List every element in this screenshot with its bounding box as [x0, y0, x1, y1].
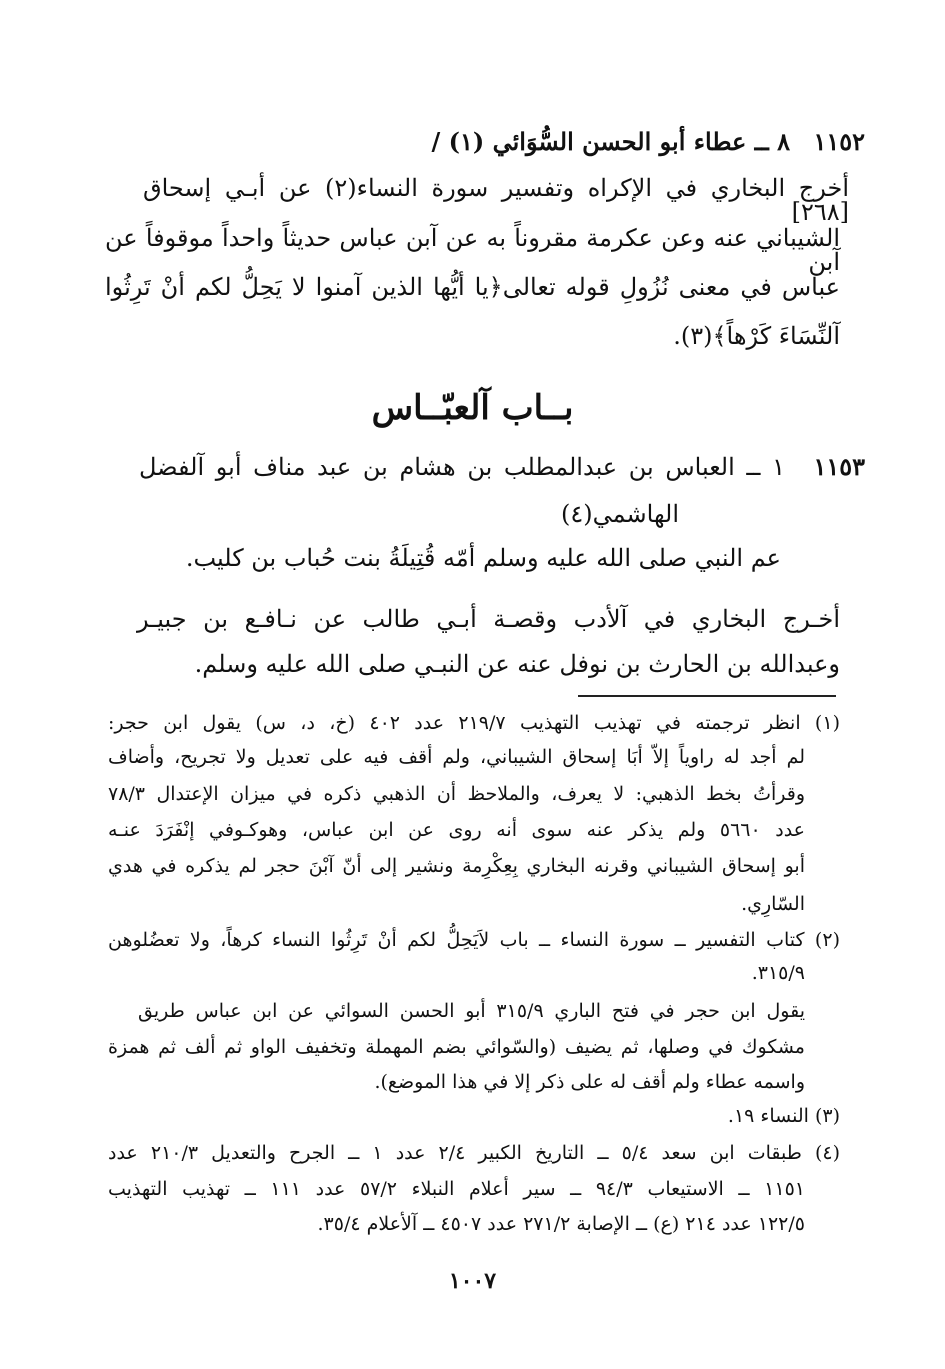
entry-1152-line-2: الشيباني عنه وعن عكرمة مقروناً به عن آبن عباس حديثاً واحداً موقوفاً عن آبن [105, 224, 840, 276]
entry-1153-description: عم النبي صلى الله عليه وسلم أمّه قُتِيلَةُ بنت حُباب بن كليب. [185, 544, 781, 572]
page-number: ١٠٠٧ [448, 1268, 497, 1294]
entry-1153-line-2: وعبدالله بن الحارث بن نوفل عنه عن النبـي صلى الله عليه وسلم. [194, 650, 840, 678]
entry-1153-number: ١١٥٣ [813, 452, 865, 481]
footnote-separator [578, 695, 836, 697]
footnote-1-line-4: عدد ٥٦٦٠ ولم يذكر عنه سوى أنه روى عن ابن عباس، وهوكـوفي إنْفَرَدَ عنـه [108, 819, 806, 841]
entry-1152-line-1: أخرج البخاري في الإكراه وتفسير سورة النساء(٢) عن أبـي إسحاق [٢٦٨] [143, 174, 849, 226]
chapter-heading: بــاب آلعبّــاس [371, 388, 574, 428]
footnote-3: (٣) النساء ١٩. [727, 1105, 840, 1127]
entry-1152-line-4: آلنِّسَاءَ كَرْهاً﴾(٣). [673, 322, 840, 350]
footnote-2-line-1: (٢) كتاب التفسير ــ سورة النساء ــ باب لاَيَحِلُّ لكم أنْ تَرِثُوا النساء كرهاً، ولا تعضُلوهن [108, 929, 840, 951]
footnote-2-cont-line-1: يقول ابن حجر في فتح الباري ٣١٥/٩ أبو الحسن السوائي عن ابن عباس طريق [138, 1000, 805, 1022]
footnote-1-line-5: أبو إسحاق الشيباني وقرنه البخاري بِعِكْرِمة ونشير إلى أنّ آبْنَ حجر لم يذكره في هدي [108, 855, 805, 877]
entry-1153-title-line-2: الهاشمي(٤) [561, 500, 679, 528]
footnote-4-line-2: ١١٥١ ــ الاستيعاب ٩٤/٣ ــ سير أعلام النبلاء ٥٧/٢ عدد ١١١ ــ تهذيب التهذيب [108, 1178, 805, 1200]
entry-1153-line-1: أخـرج البخاري في آلأدب وقصـة أبـي طالب عن نـافـع بن جبيـر [137, 605, 840, 633]
entry-1152-number: ١١٥٢ [813, 127, 865, 156]
footnote-1-line-1: (١) انظر ترجمته في تهذيب التهذيب ٢١٩/٧ عدد ٤٠٢ (خ، د، س) يقول ابن حجر: [108, 712, 840, 734]
footnote-2-cont-line-3: واسمه عطاء ولم أقف له على ذكر إلا في هذا الموضع). [374, 1071, 805, 1093]
footnote-4-line-3: ١٢٢/٥ عدد ٢١٤ (ع) ــ الإصابة ٢٧١/٢ عدد ٤٥٠٧ ــ آلأعلام ٣٥/٤. [317, 1213, 805, 1235]
footnote-4-line-1: (٤) طبقات ابن سعد ٥/٤ ــ التاريخ الكبير ٢/٤ عدد ١ ــ الجرح والتعديل ٢١٠/٣ عدد [108, 1142, 841, 1164]
entry-1152-line-3: عباس في معنى نُزُولِ قوله تعالى﴿يا أيُّها الذين آمنوا لا يَحِلُّ لكم أنْ تَرِثُوا [105, 273, 841, 301]
footnote-1-line-3: وقرأتُ بخط الذهبي: لا يعرف، والملاحظ أن الذهبي ذكره في ميزان الإعتدال ٧٨/٣ [108, 783, 805, 805]
footnote-1-line-2: لم أجد له راوياً إلاّ أبَا إسحاق الشيباني، ولم أقف فيه على تعديل ولا تجريح، وأضاف [108, 746, 805, 768]
footnote-2-cont-line-2: مشكوك في وصلها، ثم يضيف (والسّوائي بضم المهملة وتخفيف الواو ثم ألف ثم همزة [108, 1036, 805, 1058]
entry-1152-title: ٨ ــ عطاء أبو الحسن السُّوَائي (١) / [431, 127, 790, 156]
entry-1153-title-line-1: ١ ــ العباس بن عبدالمطلب بن هشام بن عبد مناف أبو آلفضل [139, 453, 785, 481]
footnote-2-line-2: ٣١٥/٩. [751, 962, 805, 984]
footnote-1-line-6: السّارِي. [741, 893, 805, 915]
